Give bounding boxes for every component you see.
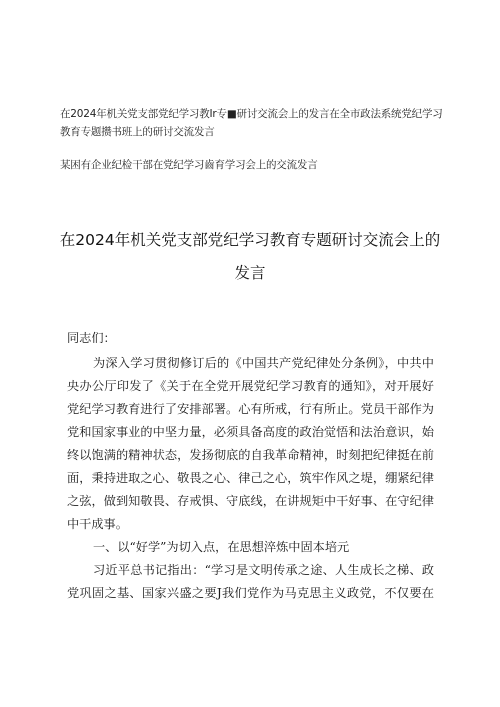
paragraph-line: 终以饱满的精神状态，发扬彻底的自我革命精神，时刻把纪律挺在前 xyxy=(67,448,434,462)
paragraph-line: 习近平总书记指出：“学习是文明传承之途、人生成长之梯、政 xyxy=(93,563,434,577)
salutation: 同志们： xyxy=(67,331,116,345)
section-heading: 一、以“好学”为切入点，在思想淬炼中固本培元 xyxy=(93,540,350,554)
paragraph-line: 央办公厅印发了《关于在全党开展党纪学习教育的通知》，对开展好 xyxy=(67,379,434,393)
paragraph-line: 为深入学习贯彻修订后的《中国共产党纪律处分条例》，中共中 xyxy=(93,356,434,370)
paragraph-line: 党纪学习教育进行了安排部署。心有所戒，行有所止。党员干部作为 xyxy=(67,402,434,416)
document-title-continued: 发言 xyxy=(234,264,266,282)
paragraph-line: 党巩固之基、国家兴盛之要J我们党作为马克思主义政党，不仅要在 xyxy=(67,586,434,600)
paragraph-line: 之弦，做到知敬畏、存戒惧、守底线，在讲规矩中干好事、在守纪律 xyxy=(67,494,434,508)
toc-entry-1[interactable]: 在2024年机关党支部党纪学习教Ir专■研讨交流会上的发言在全市政法系统党纪学习 xyxy=(60,108,443,120)
toc-entry-1-continued[interactable]: 教育专题攒书班上的研讨交流发言 xyxy=(60,126,215,138)
paragraph-line: 面，秉持进取之心、敬畏之心、律己之心，筑牢作风之堤，绷紧纪律 xyxy=(67,471,434,485)
toc-entry-2[interactable]: 某困有企业纪检干部在党纪学习齒育学习会上的交流发言 xyxy=(60,159,318,171)
paragraph-line: 中干成事。 xyxy=(67,517,128,531)
document-title: 在2024年机关党支部党纪学习教育专题研讨交流会上的 xyxy=(59,231,441,249)
paragraph-line: 党和国家事业的中坚力量，必须具备高度的政治觉悟和法治意识，始 xyxy=(67,425,434,439)
